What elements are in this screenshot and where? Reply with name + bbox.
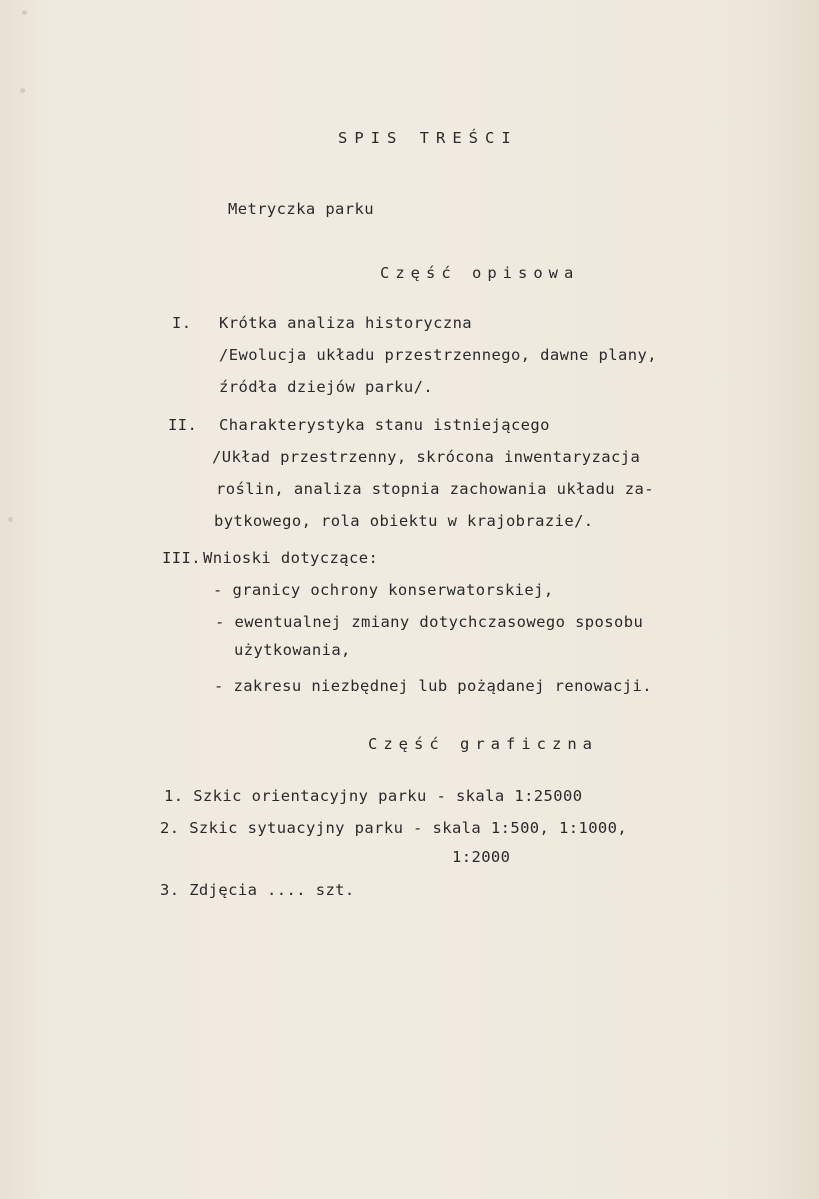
section-line: Krótka analiza historyczna — [219, 314, 473, 332]
section-line: Wnioski dotyczące: — [203, 549, 379, 567]
section-line: /Ewolucja układu przestrzennego, dawne plany, — [219, 346, 657, 364]
section-line: /Układ przestrzenny, skrócona inwentaryzacja — [212, 448, 641, 466]
section-number: III. — [162, 549, 201, 567]
section-number: II. — [168, 416, 198, 434]
metryczka-entry: Metryczka parku — [228, 200, 374, 218]
section-line: - ewentualnej zmiany dotychczasowego sposobu — [215, 613, 644, 631]
punch-mark — [22, 10, 27, 15]
section-line: użytkowania, — [234, 641, 351, 659]
section-line: Charakterystyka stanu istniejącego — [219, 416, 550, 434]
section-line: - zakresu niezbędnej lub pożądanej renowacji. — [214, 677, 652, 695]
graphic-item: 2. Szkic sytuacyjny parku - skala 1:500, 1:1000, — [160, 819, 628, 837]
graphic-item: 1. Szkic orientacyjny parku - skala 1:25000 — [164, 787, 583, 805]
part-descriptive-heading: Część opisowa — [380, 264, 580, 282]
section-line: - granicy ochrony konserwatorskiej, — [213, 581, 554, 599]
section-line: roślin, analiza stopnia zachowania układu za- — [216, 480, 654, 498]
section-number: I. — [172, 314, 192, 332]
document-title: SPIS TREŚCI — [338, 129, 518, 147]
section-line: bytkowego, rola obiektu w krajobrazie/. — [214, 512, 594, 530]
section-line: źródła dziejów parku/. — [219, 378, 434, 396]
punch-mark — [20, 88, 25, 93]
part-graphic-heading: Część graficzna — [368, 735, 598, 753]
graphic-item-continuation: 1:2000 — [452, 848, 511, 866]
graphic-item: 3. Zdjęcia .... szt. — [160, 881, 355, 899]
punch-mark — [8, 517, 13, 522]
